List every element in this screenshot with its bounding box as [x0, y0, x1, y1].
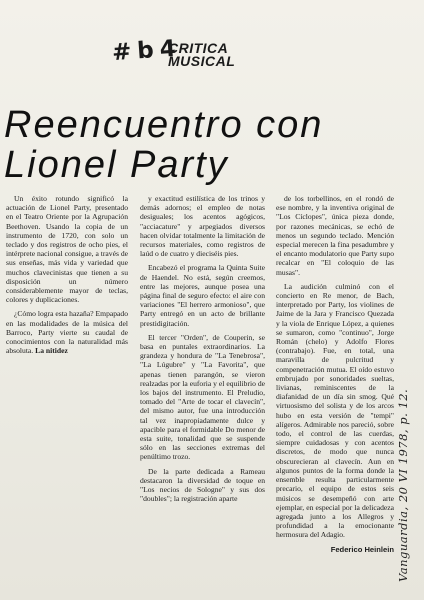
handwritten-source-note: Vanguardia, 20 VI 1978, p. 12. [396, 388, 410, 582]
article-column-3 [276, 194, 394, 554]
author-signature: Federico Heinlein [330, 544, 394, 554]
section-rubric [168, 42, 235, 68]
headline-line2: Lionel Party [4, 144, 229, 186]
article-headline [4, 105, 420, 185]
col2-paragraph-2: Encabezó el programa la Quinta Suite de Haendel. No está, según creemos, entre las mejores, aunque posea una página final de seguro efecto: el aire con variaciones "El herrero armonioso", que Party entregó en un acto de brillante prestidigitación. [140, 263, 265, 328]
col2-paragraph-1: y exactitud estilística de los trinos y demás adornos; el empleo de notas desiguales; los acentos agógicos, "acciacature" y arpegiados diversos hacen olvidar totalmente la limitación de recursos materiales, como registros de laúd o de cuatro y dieciséis pies. [140, 194, 265, 259]
col1-paragraph-2 [6, 309, 128, 355]
headline-line1: Reencuentro con [4, 104, 324, 146]
handwritten-number: # b 4 [111, 35, 176, 67]
col3-paragraph-1: de los torbellinos, en el rondó de ese nombre, y la inventiva original de "Los Cíclopes", única pieza donde, por razones mecánicas, se echó de menos un segundo teclado. Mención especial merecen la fina pesadumbre y el encanto modulatorio que Party supo recalcar en "El coloquio de las musas". [276, 194, 394, 277]
article-column-1 [6, 194, 128, 360]
col2-paragraph-4: De la parte dedicada a Rameau destacaron la diversidad de toque en "Los necios de Sologne" y sus dos "doubles"; la registración aparte [140, 466, 265, 504]
rubric-line2: MUSICAL [168, 53, 236, 69]
rubric-line1: CRITICA [168, 40, 229, 56]
col2-paragraph-3: El tercer "Orden", de Couperin, se basa en puntales extraordinarios. La grandeza y hondura de "La Tenebrosa", "La Lúgubre" y "La Favorita", que apenas tienen parangón, se vieron realzadas por la euforia y el equilibrio de los bajos del instrumento. El Preludio, tomado del "Arte de tocar el clavecín", del mismo autor, fue una introducción tal vez inapropiadamente dulce y apacible para el formidable Do menor de esta suite, tonalidad que se suspende sólo en las secciones extremas del penúltimo trozo. [140, 332, 265, 462]
col1-paragraph-1: Un éxito rotundo significó la actuación de Lionel Party, presentado en el Teatro Oriente por la Agrupación Beethoven. Usando la copia de un instrumento de 1720, con solo un teclado y dos registros de ocho pies, el intérprete nacional consigue, a través de sus enseñas, más vida y variedad que muchos clavecinistas que tienen a su disposición un número considerablemente mayor de teclas, colores y duplicaciones. [6, 194, 128, 305]
article-column-2 [140, 194, 265, 509]
col3-paragraph-2: La audición culminó con el concierto en Re menor, de Bach, interpretado por Party, los violines de Jaime de la Jara y Francisco Quezada y la viola de Enrique López, a quienes se sumaron, como "continuo", Jorge Román (chelo) y Adolfo Flores (contrabajo). Fue, en total, una maravilla de pulcritud y compenetración mutua. El oído estuvo embrujado por sonoridades sueltas, livianas, reminiscentes de la diafanidad de un día sin smog. Qué virtuosismo del solista y de los arcos hubo en esta versión de "tempi" alígeros. Admirable nos pareció, sobre todo, el control de las cuerdas, siempre cuidadosas y con acentos discretos, de modo que nunca obscurecieran al clavecín. Aun en algunos puntos de la forma donde la ensemble resulta particularmente precario, el equipo de estos seis músicos se desempeñó con arte ejemplar, en especial por la delicadeza agregada junto a los Allegros y profundidad a la emocionante hermosura del Adagio. [276, 281, 394, 540]
col1-paragraph-2-text: ¿Cómo logra esta hazaña? Empapado en las modalidades de la música del Barroco, Party vierte su caudal de conocimientos con la naturalidad más absoluta. [6, 309, 128, 356]
col1-paragraph-2-bold: La nitidez [35, 346, 68, 356]
